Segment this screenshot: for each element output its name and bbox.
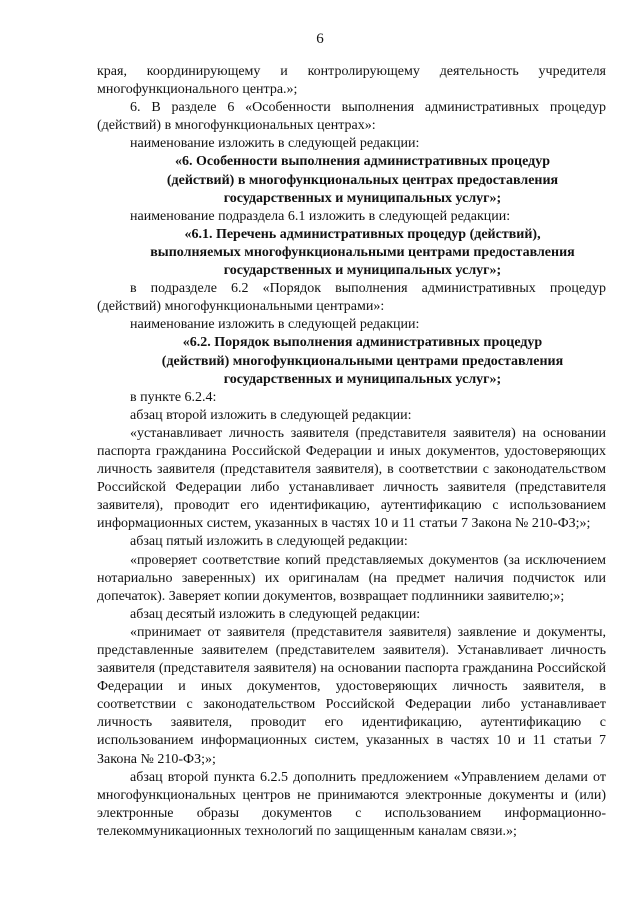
document-body bbox=[97, 63, 606, 841]
paragraph-subsection-6-2: в подразделе 6.2 «Порядок выполнения административных процедур (действий) многофункциональными центрами»: bbox=[97, 281, 606, 315]
paragraph-instruction: наименование подраздела 6.1 изложить в следующей редакции: bbox=[130, 208, 511, 224]
paragraph-instruction: наименование изложить в следующей редакции: bbox=[130, 136, 420, 152]
paragraph-instruction: абзац пятый изложить в следующей редакции: bbox=[130, 534, 408, 550]
paragraph-instruction: абзац второй изложить в следующей редакции: bbox=[130, 407, 412, 423]
paragraph-quote: «устанавливает личность заявителя (представителя заявителя) на основании паспорта гражданина Российской Федерации и иных документов, удостоверяющих личность заявителя (представителя заявителя), в соответствии с законодательством Российской Федерации либо устанавливает личность заявителя (представителя заявителя), проводит его идентификацию, аутентификацию с использованием информационных систем, указанных в частях 10 и 11 статьи 7 Закона № 210-ФЗ;»; bbox=[97, 425, 606, 532]
section-heading-6-1: «6.1. Перечень административных процедур (действий), выполняемых многофункциональными центрами предоставления государственных и муниципальных услуг»; bbox=[150, 226, 575, 279]
section-heading-6: «6. Особенности выполнения административных процедур (действий) в многофункциональных центрах предоставления государственных и муниципальных услуг»; bbox=[166, 154, 559, 206]
paragraph-addition: абзац второй пункта 6.2.5 дополнить предложением «Управлением делами от многофункциональных центров не принимаются электронные документы и (или) электронные образы документов с использованием информационно-телекоммуникационных технологий по защищенным каналам связи.»; bbox=[97, 769, 606, 839]
paragraph-continuation: края, координирующему и контролирующему деятельность учредителя многофункционального центра.»; bbox=[97, 64, 606, 98]
paragraph-quote: «принимает от заявителя (представителя заявителя) заявление и документы, представленные заявителем (представителем заявителя). Устанавливает личность заявителя (представителя заявителя) на основании паспорта гражданина Российской Федерации и иных документов, удостоверяющих личность заявителя, в соответствии с законодательством Российской Федерации либо устанавливает личность заявителя, проводит его идентификацию, аутентификацию с использованием информационных систем, указанных в частях 10 и 11 статьи 7 Закона № 210-ФЗ;»; bbox=[97, 624, 606, 767]
page-number: 6 bbox=[316, 31, 324, 47]
paragraph-quote: «проверяет соответствие копий представляемых документов (за исключением нотариально заверенных) их оригиналам (на предмет наличия подчисток или допечаток). Заверяет копии документов, возвращает подлинники заявителю;»; bbox=[97, 552, 606, 604]
paragraph-instruction: абзац десятый изложить в следующей редакции: bbox=[130, 606, 421, 622]
paragraph-point-6-2-4: в пункте 6.2.4: bbox=[130, 389, 217, 405]
section-heading-6-2: «6.2. Порядок выполнения административных процедур (действий) многофункциональными центрами предоставления государственных и муниципальных услуг»; bbox=[161, 335, 564, 387]
paragraph-item-6: 6. В разделе 6 «Особенности выполнения административных процедур (действий) в многофункциональных центрах»: bbox=[97, 100, 606, 134]
paragraph-instruction: наименование изложить в следующей редакции: bbox=[130, 317, 420, 333]
